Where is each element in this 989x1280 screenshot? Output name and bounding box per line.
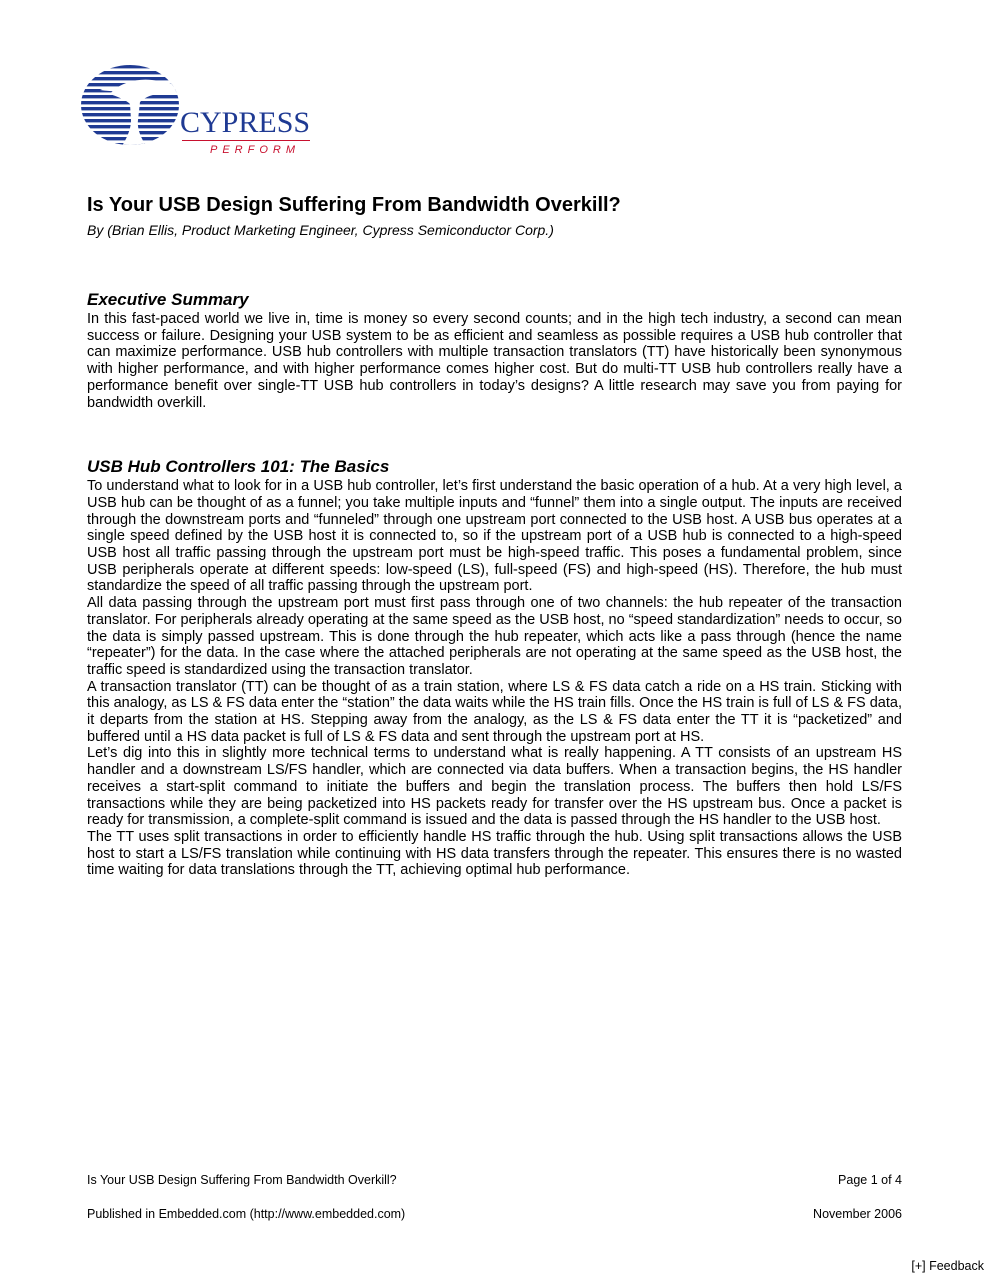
globe-tree-icon bbox=[80, 64, 190, 146]
article-byline: By (Brian Ellis, Product Marketing Engineer, Cypress Semiconductor Corp.) bbox=[87, 222, 554, 238]
footer-row-2 bbox=[87, 1207, 902, 1222]
paragraph: The TT uses split transactions in order to efficiently handle HS traffic through the hub. Using split transactions allows the USB host to start a LS/FS translation while continuing with HS data transfers through the repeater. This ensures there is no wasted time waiting for data translations through the TT, achieving optimal hub performance. bbox=[87, 828, 902, 879]
section-heading: USB Hub Controllers 101: The Basics bbox=[87, 457, 390, 477]
article-title: Is Your USB Design Suffering From Bandwidth Overkill? bbox=[87, 194, 621, 216]
paragraph: All data passing through the upstream port must first pass through one of two channels: the hub repeater of the transaction translator. For peripherals already operating at the same speed as the USB host, no “speed standardization” needs to occur, so the data is simply passed upstream. This is done through the hub repeater, which acts like a pass through (hence the name “repeater”) for the data. In the case where the attached peripherals are not operating at the same speed as the USB host, the traffic speed is standardized using the transaction translator. bbox=[87, 595, 902, 678]
page-number: Page 1 of 4 bbox=[838, 1173, 902, 1187]
logo-wordmark: CYPRESS bbox=[180, 106, 311, 139]
paragraph: A transaction translator (TT) can be thought of as a train station, where LS & FS data catch a ride on a HS train. Sticking with this analogy, as LS & FS data enter the “station” the data waits while the HS train fills. Once the HS train is full of LS & FS data, it departs from the station at HS. Stepping away from the analogy, as the LS & FS data enter the TT it is “packetized” and buffered until a HS data packet is full of LS & FS data and sent through the upstream port at HS. bbox=[87, 678, 902, 745]
logo-divider bbox=[182, 140, 310, 141]
paragraph: To understand what to look for in a USB hub controller, let’s first understand the basic operation of a hub. At a very high level, a USB hub can be thought of as a funnel; you take multiple inputs and “funnel” them into a single output. The inputs are received through the downstream ports and “funneled” through one upstream port connected to the USB host. A USB bus operates at a single speed defined by the USB host it is connected to, so if the upstream port of a USB hub is connected to a high-speed USB host all traffic passing through the upstream port must be high-speed traffic. This poses a fundamental problem, since USB peripherals operate at different speeds: low-speed (LS), full-speed (FS) and high-speed (HS). Therefore, the hub must standardize the speed of all traffic passing through the upstream port. bbox=[87, 478, 902, 595]
section-heading: Executive Summary bbox=[87, 290, 249, 309]
paragraph: In this fast-paced world we live in, time is money so every second counts; and in the high tech industry, a second can mean success or failure. Designing your USB system to be as efficient and seamless as possible requires a USB hub controller that can maximize performance. USB hub controllers with multiple transaction translators (TT) have historically been synonymous with higher performance, and with higher performance comes higher cost. But do multi-TT USB hub controllers really have a performance benefit over single-TT USB hub controllers in today’s designs? A little research may save you from paying for bandwidth overkill. bbox=[87, 311, 902, 411]
paragraph: Let’s dig into this in slightly more technical terms to understand what is really happening. A TT consists of an upstream HS handler and a downstream LS/FS handler, which are connected via data buffers. When a transaction begins, the HS handler receives a start-split command to initiate the buffers and begin the translation process. The buffers then hold LS/FS transactions while they are being packetized into HS packets ready for transfer over the HS upstream bus. Once a packet is ready for transmission, a complete-split command is issued and the data is passed through the HS handler to the USB host. bbox=[87, 745, 902, 829]
article bbox=[87, 192, 902, 879]
cypress-logo bbox=[80, 64, 320, 160]
footer-row-1 bbox=[87, 1173, 902, 1188]
feedback-link[interactable]: [+] Feedback bbox=[911, 1259, 984, 1273]
section-hub-basics bbox=[87, 456, 902, 879]
footer-doc-title: Is Your USB Design Suffering From Bandwidth Overkill? bbox=[87, 1173, 397, 1187]
logo-tagline: PERFORM bbox=[210, 144, 300, 156]
footer-published: Published in Embedded.com (http://www.embedded.com) bbox=[87, 1207, 406, 1221]
section-executive-summary bbox=[87, 289, 902, 411]
footer-date: November 2006 bbox=[813, 1207, 902, 1221]
